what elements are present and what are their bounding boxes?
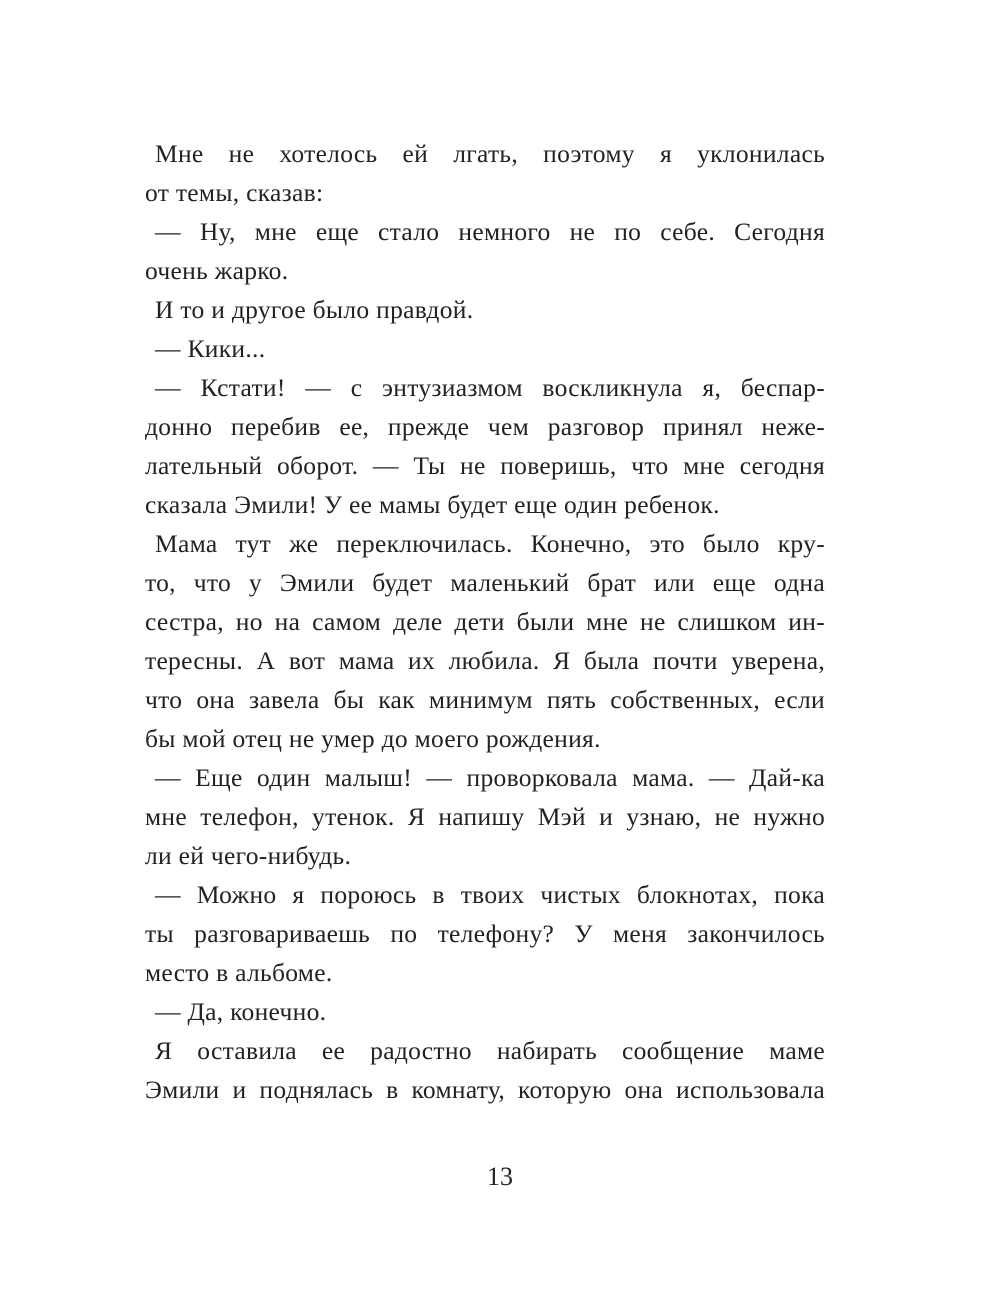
paragraph (145, 758, 825, 875)
paragraph (145, 1031, 825, 1109)
text-line: Я оставила ее радостно набирать сообщение маме (155, 1036, 825, 1065)
text-line: очень жарко. (145, 256, 289, 285)
text-line: лательный оборот. — Ты не поверишь, что мне сегодня (145, 451, 825, 480)
paragraph (145, 134, 825, 212)
text-line: ты разговариваешь по телефону? У меня закончилось (145, 919, 825, 948)
text-line: Мне не хотелось ей лгать, поэтому я уклонилась (155, 139, 825, 168)
body-text (145, 134, 825, 1109)
paragraph (145, 368, 825, 524)
text-line: И то и другое было правдой. (155, 295, 474, 324)
text-line: — Кстати! — с энтузиазмом воскликнула я, беспар- (155, 373, 825, 402)
text-line: от темы, сказав: (145, 178, 324, 207)
text-line: сестра, но на самом деле дети были мне не слишком ин- (145, 607, 825, 636)
text-line: — Кики... (155, 334, 266, 363)
text-line: — Можно я пороюсь в твоих чистых блокнотах, пока (155, 880, 825, 909)
text-line: тересны. А вот мама их любила. Я была почти уверена, (145, 646, 825, 675)
text-line: сказала Эмили! У ее мамы будет еще один ребенок. (145, 490, 720, 519)
page-number: 13 (487, 1162, 513, 1191)
text-line: донно перебив ее, прежде чем разговор принял неже- (145, 412, 825, 441)
paragraph (145, 212, 825, 290)
text-line: то, что у Эмили будет маленький брат или еще одна (145, 568, 825, 597)
paragraph (145, 875, 825, 992)
text-line: что она завела бы как минимум пять собственных, если (145, 685, 825, 714)
paragraph (145, 329, 825, 368)
text-line: — Еще один малыш! — проворковала мама. — Дай-ка (155, 763, 825, 792)
paragraph (145, 992, 825, 1031)
text-line: Эмили и поднялась в комнату, которую она использовала (145, 1075, 825, 1104)
text-line: мне телефон, утенок. Я напишу Мэй и узнаю, не нужно (145, 802, 825, 831)
text-line: бы мой отец не умер до моего рождения. (145, 724, 601, 753)
text-line: ли ей чего-нибудь. (145, 841, 352, 870)
text-line: — Да, конечно. (155, 997, 327, 1026)
text-line: — Ну, мне еще стало немного не по себе. Сегодня (155, 217, 825, 246)
text-line: место в альбоме. (145, 958, 333, 987)
text-line: Мама тут же переключилась. Конечно, это было кру- (155, 529, 825, 558)
paragraph (145, 290, 825, 329)
paragraph (145, 524, 825, 758)
